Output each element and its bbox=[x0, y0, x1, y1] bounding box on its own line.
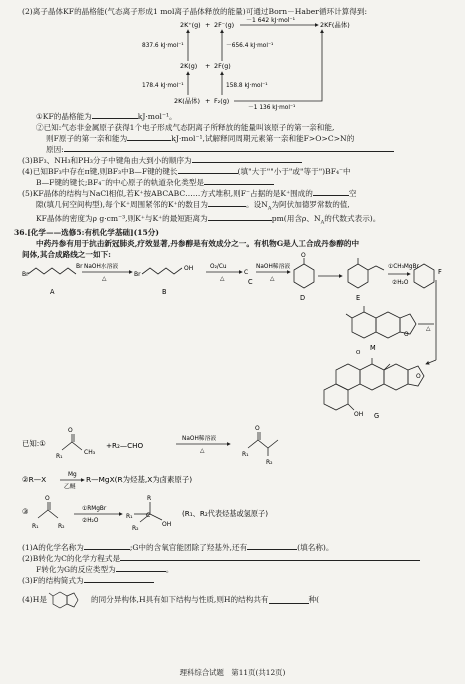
svg-text:C: C bbox=[146, 511, 151, 519]
q5-l1: (5)KF晶体的结构与NaCl相似,若K⁺按ABCABC……方式堆积,则F⁻占据的是K⁺围成的 空 bbox=[22, 189, 357, 198]
label-a: A bbox=[50, 287, 55, 296]
q36-sub3: (3)F的结构简式为 bbox=[22, 575, 451, 586]
q36-sub1: (1)A的化学名称为 ;G中的含氧官能团除了羟基外,还有 (填名称)。 bbox=[22, 542, 334, 552]
svg-text:O: O bbox=[45, 494, 50, 502]
label-m: M bbox=[370, 343, 376, 352]
cycle-affinity: －656.4 kJ·mol⁻¹ bbox=[226, 43, 274, 49]
svg-text:+: + bbox=[205, 97, 211, 105]
q2-sub2-l2: 则F原子的第一亲和能为 kJ·mol⁻¹,试解释同周期元素第一亲和能F>O>C>N的 bbox=[46, 134, 355, 143]
q36-sub2-l1: (2)B转化为C的化学方程式是 bbox=[22, 553, 451, 564]
q5-l2: 隙(填几何空间构型),每个K⁺周围紧邻的K⁺的数目为 。设$N_A$为阿伏加德罗常数的值, bbox=[36, 200, 350, 212]
q36-sub2-l2: F转化为G的反应类型为 。 bbox=[36, 564, 174, 574]
svg-text:R₂: R₂ bbox=[132, 524, 139, 532]
svg-text:NaOH稀溶液: NaOH稀溶液 bbox=[182, 435, 217, 442]
cycle-formation-enthalpy: －1 136 kJ·mol⁻¹ bbox=[248, 105, 296, 111]
svg-text:R₁: R₁ bbox=[126, 512, 133, 520]
page-footer: 理科综合试题 第11页(共12页) bbox=[179, 668, 286, 677]
q4-l1: (4)已知BF₃中存在π键,则BF₃中B—F键的键长 (填"大于""小于"或"等于")BF₄⁻中 bbox=[22, 167, 351, 176]
born-haber-cycle bbox=[22, 17, 452, 111]
reagent-naoh-aq: NaOH水溶液 bbox=[84, 263, 119, 270]
answer-blank[interactable] bbox=[178, 166, 238, 174]
label-b: B bbox=[162, 287, 167, 296]
svg-text:Br: Br bbox=[76, 262, 83, 270]
answer-blank[interactable] bbox=[208, 213, 272, 221]
svg-text:OH: OH bbox=[162, 520, 172, 528]
svg-text:Br: Br bbox=[134, 270, 141, 278]
q5-l3: KF晶体的密度为ρ g·cm⁻³,则K⁺与K⁺的最短距离为 pm(用含ρ、$N_A$的代数式表示)。 bbox=[36, 213, 381, 226]
svg-text:O: O bbox=[404, 330, 409, 338]
svg-text:R₂: R₂ bbox=[58, 522, 65, 530]
answer-blank[interactable] bbox=[192, 155, 302, 163]
svg-text:Mg: Mg bbox=[68, 471, 77, 478]
svg-text:△: △ bbox=[270, 275, 275, 282]
svg-text:②H₂O: ②H₂O bbox=[392, 279, 409, 286]
q2-sub1: ①KF的晶格能为 kJ·mol⁻¹。 bbox=[36, 112, 177, 121]
svg-text:O: O bbox=[301, 251, 306, 259]
svg-text:OH: OH bbox=[184, 264, 194, 272]
cycle-kf-crystal: 2KF(晶体) bbox=[320, 21, 350, 29]
answer-blank[interactable] bbox=[64, 144, 394, 152]
svg-text:OH: OH bbox=[354, 410, 364, 418]
q4-l2: B—F键的键长;BF₄⁻的中心原子的轨道杂化类型是 bbox=[22, 177, 451, 188]
known1-aldehyde: +R₂—CHO bbox=[106, 440, 144, 450]
svg-text:O: O bbox=[68, 426, 73, 434]
q2-stem: (2)离子晶体KF的晶格能(气态离子形成1 mol离子晶体释放的能量)可通过Born－Haber循环计算得到: bbox=[22, 7, 368, 16]
svg-text:③: ③ bbox=[22, 506, 29, 516]
svg-text:△: △ bbox=[200, 447, 205, 454]
q3: (3)BF₃、NH₃和PH₃分子中键角由大到小的顺序为 bbox=[22, 155, 451, 166]
answer-blank[interactable] bbox=[116, 564, 166, 572]
q36-sub4: (4)H是 的同分异构体,H具有如下结构与性质,则H的结构共有 种( bbox=[22, 590, 451, 610]
benzofuran-structure bbox=[49, 590, 89, 610]
label-g: G bbox=[374, 411, 380, 420]
q36-intro-l2: 间体,其合成路线之一如下: bbox=[22, 249, 111, 259]
known-title: 已知:① bbox=[22, 438, 46, 448]
answer-blank[interactable] bbox=[84, 575, 154, 583]
svg-text:+: + bbox=[205, 21, 211, 29]
answer-blank[interactable] bbox=[92, 111, 138, 119]
svg-text:R₁: R₁ bbox=[32, 522, 39, 530]
label-d: D bbox=[300, 293, 306, 302]
svg-text:C: C bbox=[244, 268, 249, 276]
q2-sub2-l3: 原因: bbox=[22, 144, 451, 155]
answer-blank[interactable] bbox=[84, 542, 130, 550]
reagent-o2-cu: O₂/Cu bbox=[210, 263, 227, 270]
svg-text:②H₂O: ②H₂O bbox=[82, 517, 99, 524]
cycle-dissociation: 158.8 kJ·mol⁻¹ bbox=[226, 83, 268, 89]
known2-grignard: R—MgX(R为烃基,X为卤素原子) bbox=[86, 474, 193, 484]
q36-intro-l1: 中药丹参有用于抗击新冠肺炎,疗效显著,丹参醇是有效成分之一。有机物G是人工合成丹参醇的中 bbox=[36, 238, 360, 248]
q2-sub2-l1: ②已知:气态非金属原子获得1个电子形成气态阴离子所释放的能量叫该原子的第一亲和能, bbox=[36, 123, 335, 132]
label-f: F bbox=[438, 267, 442, 276]
svg-text:R₁: R₁ bbox=[242, 450, 249, 458]
svg-text:O: O bbox=[416, 372, 421, 380]
cycle-f2-gas: F₂(g) bbox=[214, 97, 230, 105]
cycle-f-ion: 2F⁻(g) bbox=[214, 21, 235, 29]
reagent-naoh-dilute: NaOH稀溶液 bbox=[256, 263, 291, 270]
cycle-lattice-energy: －1 642 kJ·mol⁻¹ bbox=[246, 17, 295, 24]
svg-text:O: O bbox=[356, 349, 361, 356]
svg-text:R₁: R₁ bbox=[56, 452, 63, 460]
svg-text:R: R bbox=[147, 494, 152, 502]
reagent-grignard: ①CH₃MgBr bbox=[388, 263, 419, 270]
cycle-f-gas: 2F(g) bbox=[214, 62, 231, 70]
answer-blank[interactable] bbox=[208, 199, 246, 207]
svg-text:CH₃: CH₃ bbox=[84, 448, 96, 456]
cycle-ionization: 837.6 kJ·mol⁻¹ bbox=[142, 43, 184, 49]
q36-header: 36.[化学——选修5:有机化学基础](15分) bbox=[14, 227, 159, 237]
answer-blank[interactable] bbox=[313, 188, 349, 196]
svg-text:△: △ bbox=[102, 275, 107, 282]
answer-blank[interactable] bbox=[204, 177, 274, 185]
answer-blank[interactable] bbox=[127, 133, 171, 141]
cycle-sublimation: 178.4 kJ·mol⁻¹ bbox=[142, 83, 184, 89]
answer-blank[interactable] bbox=[247, 542, 297, 550]
cycle-k-crystal: 2K(晶体) bbox=[174, 97, 201, 105]
answer-blank[interactable] bbox=[120, 553, 420, 561]
cycle-k-gas: 2K(g) bbox=[180, 62, 198, 70]
known-reactions bbox=[22, 420, 452, 542]
svg-text:R₂: R₂ bbox=[266, 458, 273, 466]
svg-text:Br: Br bbox=[22, 270, 29, 278]
known3-note: (R₁、R₂代表烃基或氢原子) bbox=[182, 508, 269, 518]
svg-text:O: O bbox=[255, 424, 260, 432]
known2-halide: ②R—X bbox=[22, 474, 47, 484]
svg-text:△: △ bbox=[426, 325, 431, 332]
label-e: E bbox=[356, 293, 361, 302]
svg-text:+: + bbox=[205, 62, 211, 70]
answer-blank[interactable] bbox=[269, 596, 309, 604]
cycle-k-ion: 2K⁺(g) bbox=[180, 21, 201, 29]
svg-text:△: △ bbox=[220, 275, 225, 282]
svg-text:乙醚: 乙醚 bbox=[64, 483, 76, 490]
label-c: C bbox=[248, 277, 253, 286]
svg-text:①RMgBr: ①RMgBr bbox=[82, 505, 107, 512]
